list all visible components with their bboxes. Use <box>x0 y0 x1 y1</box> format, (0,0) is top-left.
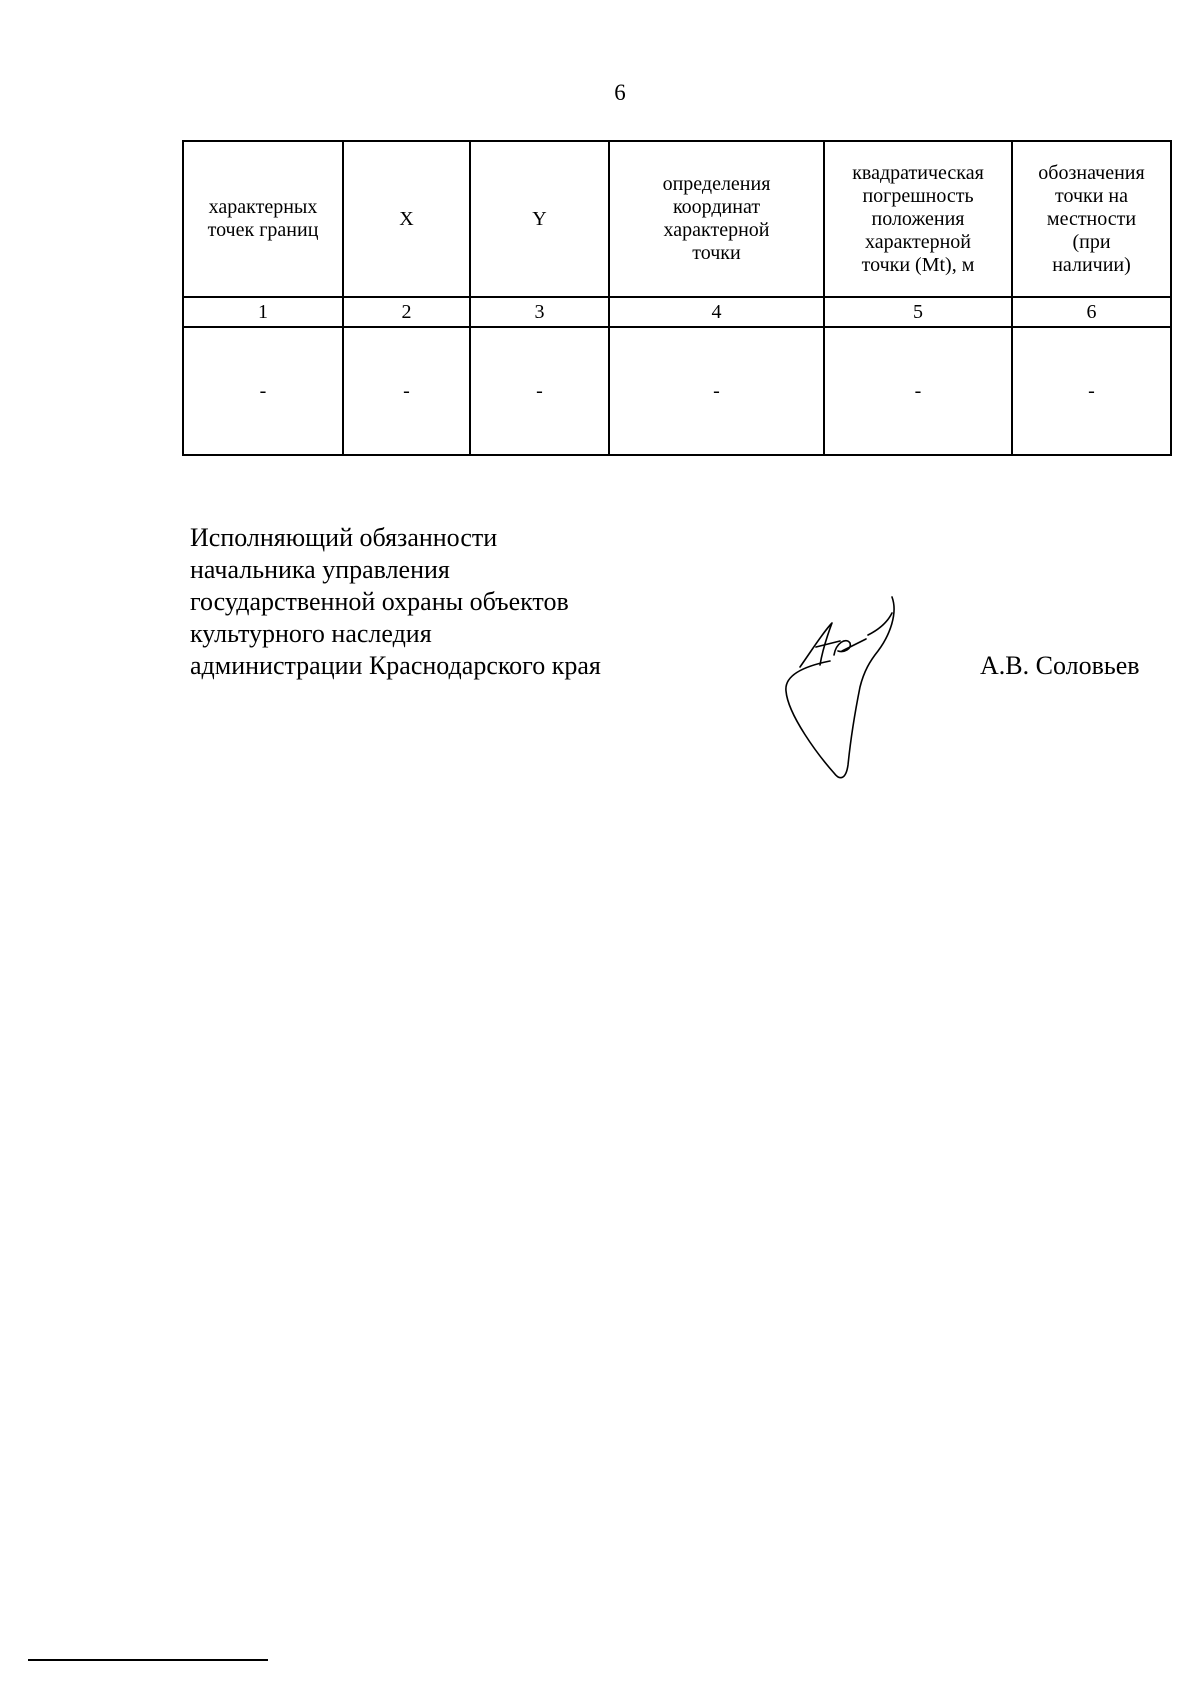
column-number-cell: 2 <box>343 297 470 327</box>
signatory-title-line: начальника управления <box>190 555 450 584</box>
table-cell: - <box>1012 327 1171 455</box>
header-cell: X <box>343 141 470 297</box>
coordinates-table <box>182 140 1172 456</box>
table-row <box>183 327 1171 455</box>
header-cell: Y <box>470 141 609 297</box>
footnote-divider <box>28 1659 268 1661</box>
table-header-row <box>183 141 1171 297</box>
signatory-title <box>190 522 601 682</box>
signatory-name: А.В. Соловьев <box>980 651 1140 680</box>
signatory-title-line: государственной охраны объектов <box>190 587 569 616</box>
header-cell: характерных точек границ <box>183 141 343 297</box>
column-number-cell: 4 <box>609 297 824 327</box>
table-cell: - <box>609 327 824 455</box>
signatory-title-line: Исполняющий обязанности <box>190 523 498 552</box>
page-number: 6 <box>614 80 626 105</box>
column-number-cell: 3 <box>470 297 609 327</box>
signatory-title-line: администрации Краснодарского края <box>190 651 601 680</box>
table-cell: - <box>343 327 470 455</box>
table-cell: - <box>183 327 343 455</box>
column-number-row <box>183 297 1171 327</box>
table-cell: - <box>470 327 609 455</box>
header-cell: обозначения точки на местности (при наличии) <box>1012 141 1171 297</box>
header-cell: определения координат характерной точки <box>609 141 824 297</box>
header-cell: квадратическая погрешность положения характерной точки (Mt), м <box>824 141 1012 297</box>
handwritten-signature <box>780 595 930 795</box>
signatory-title-line: культурного наследия <box>190 619 432 648</box>
column-number-cell: 1 <box>183 297 343 327</box>
column-number-cell: 5 <box>824 297 1012 327</box>
column-number-cell: 6 <box>1012 297 1171 327</box>
table-cell: - <box>824 327 1012 455</box>
